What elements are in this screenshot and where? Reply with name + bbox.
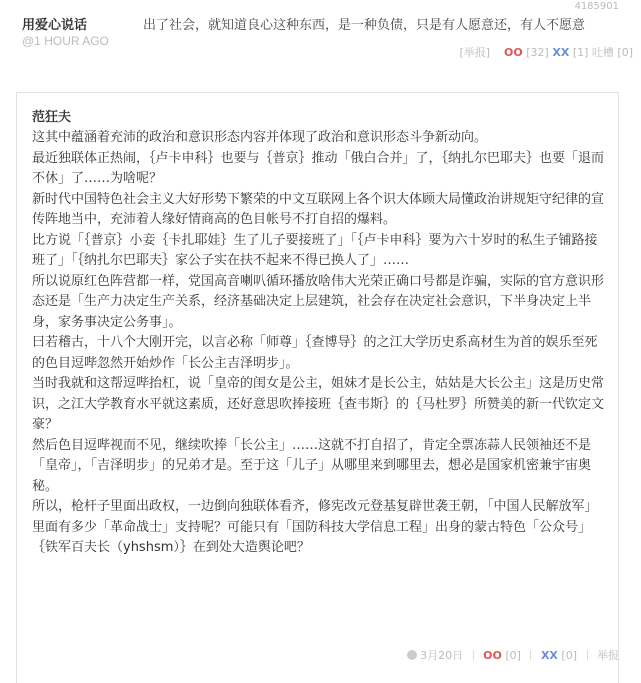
report-link[interactable]: [举报] bbox=[459, 46, 491, 59]
xx-vote-button[interactable]: XX bbox=[552, 46, 570, 59]
divider bbox=[587, 650, 588, 660]
comment-paragraph: 然后色目逗哔视而不见，继续吹捧「长公主」……这就不打自招了，肯定全票冻蒜人民领袖还不是「皇帝」，「吉泽明步」的兄弟才是。至于这「儿子」从哪里来到哪里去，想必是国家机密兼宇宙奥秘。 bbox=[32, 437, 592, 494]
oo-count: [0] bbox=[505, 649, 521, 662]
comment-footer bbox=[407, 647, 619, 663]
tucao-count: [0] bbox=[617, 46, 633, 59]
post-author[interactable]: 用爱心说话 bbox=[22, 18, 88, 33]
tucao-link[interactable]: 吐槽 bbox=[591, 46, 614, 59]
post-text: 出了社会，就知道良心这种东西，是一种负债，只是有人愿意还，有人不愿意 bbox=[143, 18, 586, 33]
comment-paragraph: 所以说原红色阵营都一样，党国高音喇叭循环播放啥伟大光荣正确口号都是诈骗，实际的官方意识形态还是「生产力决定生产关系，经济基础决定上层建筑，社会存在决定社会意识，下半身决定上半身，家务事决定公务事」。 bbox=[32, 273, 605, 330]
xx-vote-button[interactable]: XX bbox=[540, 649, 558, 662]
report-link[interactable]: 举报 bbox=[597, 649, 619, 662]
comment-author[interactable]: 范狂夫 bbox=[32, 110, 72, 125]
post-time: @1 HOUR AGO bbox=[22, 34, 109, 48]
post-actions bbox=[459, 44, 633, 60]
comment-paragraph: 最近独联体正热闹，｛卢卡申科｝也要与｛普京｝推动「俄白合并」了，｛纳扎尔巴耶夫｝也要「退而不休」了……为啥呢？ bbox=[32, 150, 605, 186]
oo-vote-button[interactable]: OO bbox=[483, 649, 502, 662]
comment-paragraph: 这其中蕴涵着充沛的政治和意识形态内容并体现了政治和意识形态斗争新动向。 bbox=[32, 130, 488, 145]
comment-body bbox=[32, 128, 610, 559]
clock-icon bbox=[407, 650, 417, 660]
comment-paragraph: 所以，枪杆子里面出政权，一边倒向独联体看齐，修宪改元登基复辟世袭王朝，「中国人民解放军」里面有多少「革命战士」支持呢？可能只有「国防科技大学信息工程」出身的蒙古特色「公众号」｛铁军百夫长（yhshsm）｝在到处大造舆论吧？ bbox=[32, 499, 598, 555]
comment-paragraph: 曰若稽古，十八个大刚开完，以言必称「师尊」｛查博导｝的之江大学历史系高材生为首的娱乐至死的色目逗哔忽然开始炒作「长公主吉泽明步」。 bbox=[32, 335, 598, 371]
oo-vote-button[interactable]: OO bbox=[504, 46, 523, 59]
post-id: 4185901 bbox=[574, 1, 619, 12]
xx-count: [0] bbox=[561, 649, 577, 662]
divider bbox=[473, 650, 474, 660]
xx-count: [1] bbox=[572, 46, 589, 59]
oo-count: [32] bbox=[526, 46, 549, 59]
comment-paragraph: 新时代中国特色社会主义大好形势下繁荣的中文互联网上各个识大体顾大局懂政治讲规矩守纪律的宣传阵地当中，充沛着人缘好情商高的色目帐号不打自招的爆料。 bbox=[32, 191, 605, 227]
comment-paragraph: 当时我就和这帮逗哔抬杠，说「皇帝的闺女是公主，姐妹才是长公主，姑姑是大长公主」这是历史常识，之江大学教育水平就这素质，还好意思吹捧接班｛查韦斯｝的｛马杜罗｝所赞美的新一代钦定文豪？ bbox=[32, 376, 605, 432]
comment-date: 3月20日 bbox=[420, 649, 464, 662]
divider bbox=[530, 650, 531, 660]
comment-paragraph: 比方说「｛普京｝小妾｛卡扎耶娃｝生了儿子要接班了」「｛卢卡申科｝要为六十岁时的私生子铺路接班了」「｛纳扎尔巴耶夫｝家公子实在扶不起来不得已换人了」…… bbox=[32, 232, 598, 268]
